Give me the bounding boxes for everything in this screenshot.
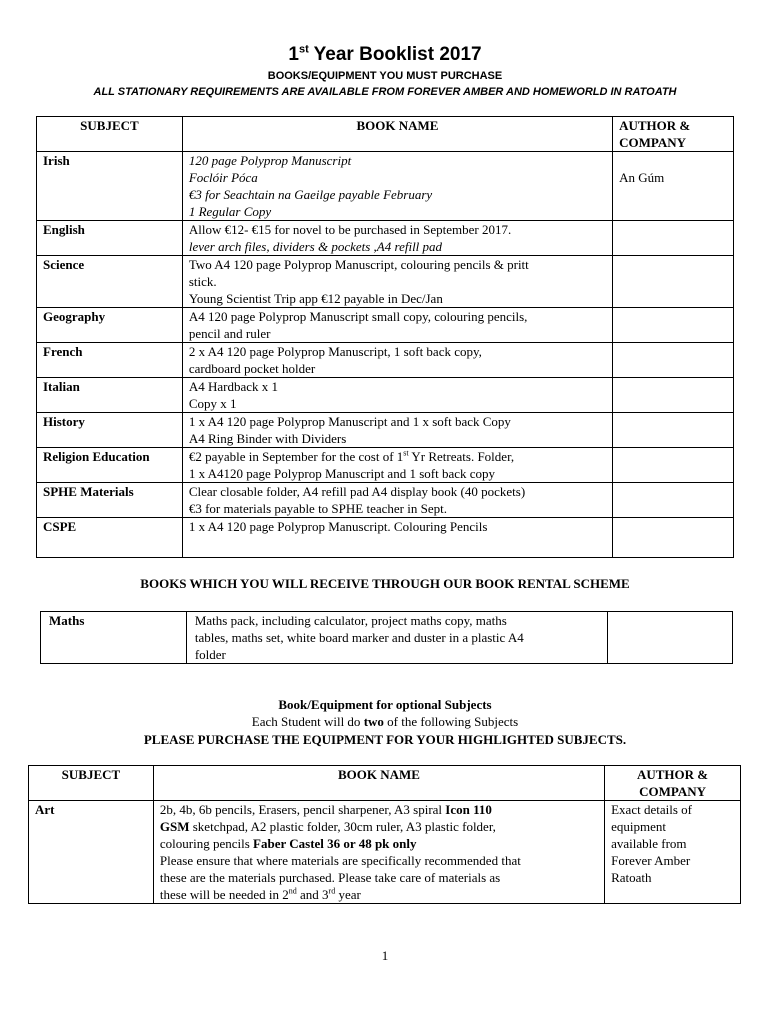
subject-art: Art <box>29 801 154 904</box>
table-row-maths <box>41 612 733 664</box>
author-science <box>613 256 734 308</box>
header-book-name: BOOK NAME <box>153 766 604 801</box>
subtitle-purchase: BOOKS/EQUIPMENT YOU MUST PURCHASE <box>267 70 503 82</box>
optional-instruction: PLEASE PURCHASE THE EQUIPMENT FOR YOUR HIGHLIGHTED SUBJECTS. <box>143 732 627 747</box>
header-subject: SUBJECT <box>29 766 154 801</box>
subject-italian: Italian <box>37 378 183 413</box>
author-english <box>613 221 734 256</box>
subject-history: History <box>37 413 183 448</box>
author-maths <box>608 612 733 664</box>
author-art: Exact details of equipment available from Forever Amber Ratoath <box>605 801 741 904</box>
subject-science: Science <box>37 256 183 308</box>
book-history: 1 x A4 120 page Polyprop Manuscript and 1 x soft back Copy A4 Ring Binder with Dividers <box>182 413 612 448</box>
author-italian <box>613 378 734 413</box>
table-row-french <box>37 343 734 378</box>
header-book-name: BOOK NAME <box>182 117 612 152</box>
book-english: Allow €12- €15 for novel to be purchased in September 2017. lever arch files, dividers & pockets ,A4 refill pad <box>182 221 612 256</box>
book-sphe: Clear closable folder, A4 refill pad A4 display book (40 pockets) €3 for materials payable to SPHE teacher in Sept. <box>182 483 612 518</box>
subject-irish: Irish <box>37 152 183 221</box>
book-geography: A4 120 page Polyprop Manuscript small copy, colouring pencils, pencil and ruler <box>182 308 612 343</box>
optional-subtext: Each Student will do two of the following Subjects <box>251 714 519 729</box>
header-subject: SUBJECT <box>37 117 183 152</box>
book-art: 2b, 4b, 6b pencils, Erasers, pencil sharpener, A3 spiral Icon 110 GSM sketchpad, A2 plastic folder, 30cm ruler, A3 plastic folder, colouring pencils Faber Castel 36 or 48 pk only Please ensure that where materials are specifically recommended that these are the materials purchased. Please take care of materials as these will be needed in 2nd and 3rd year <box>153 801 604 904</box>
required-books-table <box>36 116 734 558</box>
optional-table <box>28 765 741 904</box>
table-row-italian <box>37 378 734 413</box>
subject-sphe: SPHE Materials <box>37 483 183 518</box>
table-header-row <box>37 117 734 152</box>
rental-heading: BOOKS WHICH YOU WILL RECEIVE THROUGH OUR BOOK RENTAL SCHEME <box>140 576 630 591</box>
subtitle-stationary: ALL STATIONARY REQUIREMENTS ARE AVAILABLE FROM FOREVER AMBER AND HOMEWORLD IN RATOATH <box>93 86 677 98</box>
rental-table <box>40 611 733 664</box>
table-header-row <box>29 766 741 801</box>
subject-english: English <box>37 221 183 256</box>
author-french <box>613 343 734 378</box>
book-religion: €2 payable in September for the cost of 1st Yr Retreats. Folder, 1 x A4120 page Polyprop Manuscript and 1 soft back copy <box>182 448 612 483</box>
table-row-english <box>37 221 734 256</box>
table-row-cspe <box>37 518 734 558</box>
book-french: 2 x A4 120 page Polyprop Manuscript, 1 soft back copy, cardboard pocket holder <box>182 343 612 378</box>
author-geography <box>613 308 734 343</box>
page-number: 1 <box>381 948 389 963</box>
header-author: AUTHOR & COMPANY <box>613 117 734 152</box>
subject-religion: Religion Education <box>37 448 183 483</box>
table-row-religion <box>37 448 734 483</box>
table-row-history <box>37 413 734 448</box>
book-italian: A4 Hardback x 1 Copy x 1 <box>182 378 612 413</box>
page-title: 1st Year Booklist 2017 <box>288 43 482 65</box>
author-cspe <box>613 518 734 558</box>
author-irish: An Gúm <box>613 152 734 221</box>
book-maths: Maths pack, including calculator, project maths copy, maths tables, maths set, white board marker and duster in a plastic A4 folder <box>186 612 607 664</box>
table-row-art <box>29 801 741 904</box>
table-row-sphe <box>37 483 734 518</box>
header-author: AUTHOR & COMPANY <box>605 766 741 801</box>
table-row-irish <box>37 152 734 221</box>
subject-geography: Geography <box>37 308 183 343</box>
subject-maths: Maths <box>41 612 187 664</box>
book-science: Two A4 120 page Polyprop Manuscript, colouring pencils & pritt stick. Young Scientist Trip app €12 payable in Dec/Jan <box>182 256 612 308</box>
optional-heading: Book/Equipment for optional Subjects <box>278 697 492 712</box>
subject-french: French <box>37 343 183 378</box>
book-cspe: 1 x A4 120 page Polyprop Manuscript. Colouring Pencils <box>182 518 612 558</box>
table-row-science <box>37 256 734 308</box>
author-religion <box>613 448 734 483</box>
book-irish: 120 page Polyprop Manuscript Foclóir Póca €3 for Seachtain na Gaeilge payable February 1 Regular Copy <box>182 152 612 221</box>
author-sphe <box>613 483 734 518</box>
table-row-geography <box>37 308 734 343</box>
author-history <box>613 413 734 448</box>
subject-cspe: CSPE <box>37 518 183 558</box>
